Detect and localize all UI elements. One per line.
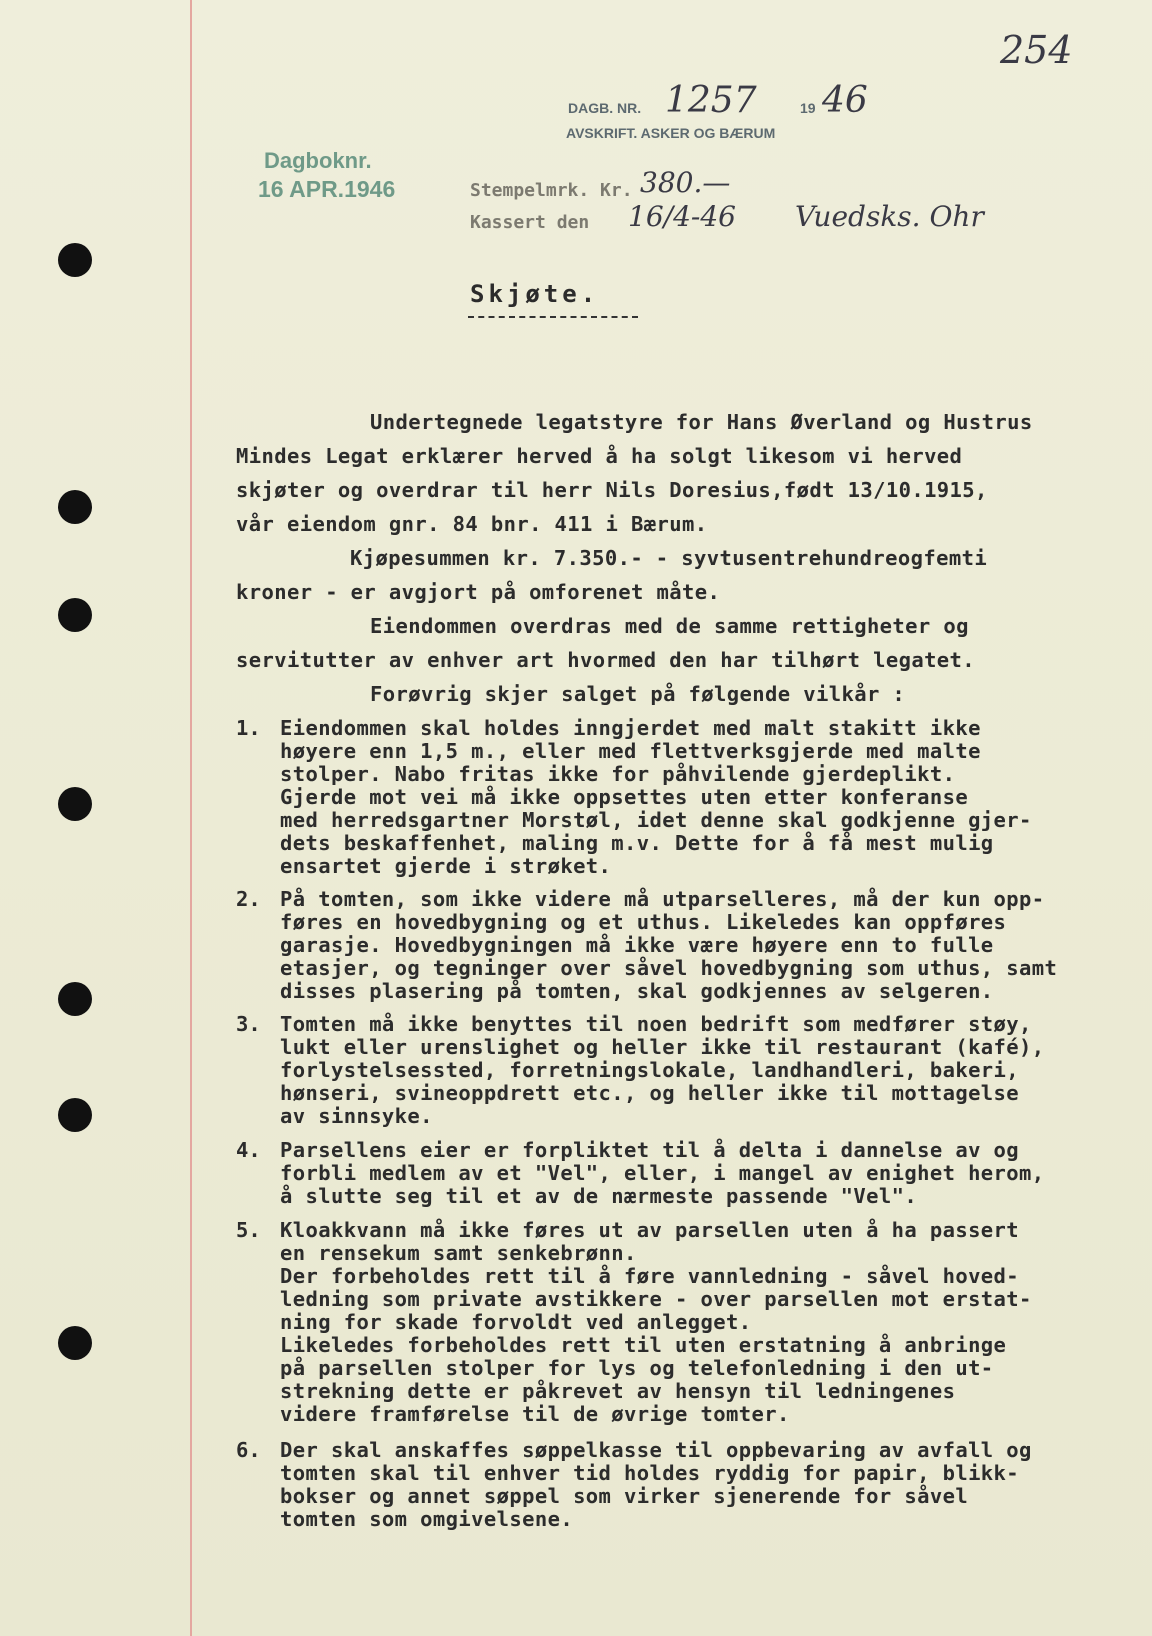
clause-line: ensartet gjerde i strøket. <box>280 854 612 878</box>
text-line: skjøter og overdrar til herr Nils Doresius,født 13/10.1915, <box>236 478 988 502</box>
stamp-dagb-year: 46 <box>822 80 868 121</box>
clause-line: På tomten, som ikke videre må utparselleres, må der kun opp- <box>280 887 1045 911</box>
clause-number: 6. <box>236 1438 261 1462</box>
clause-line: forbli medlem av et "Vel", eller, i mangel av enighet herom, <box>280 1161 1045 1185</box>
stempel-label: Stempelmrk. Kr. <box>470 180 633 201</box>
kassert-label: Kassert den <box>470 212 590 233</box>
clause-line: tomten som omgivelsene. <box>280 1507 574 1531</box>
clause-line: dets beskaffenhet, maling m.v. Dette for å få mest mulig <box>280 831 994 855</box>
clause-number: 3. <box>236 1012 261 1036</box>
clause-line: høyere enn 1,5 m., eller med flettverksgjerde med malte <box>280 739 981 763</box>
text-line: kroner - er avgjort på omforenet måte. <box>236 580 721 604</box>
clause-line: stolper. Nabo fritas ikke for påhvilende gjerdeplikt. <box>280 762 956 786</box>
text-line: Kjøpesummen kr. 7.350.- - syvtusentrehundreogfemti <box>350 546 988 570</box>
clause-line: etasjer, og tegninger over såvel hovedbygning som uthus, samt <box>280 956 1058 980</box>
text-line: Eiendommen overdras med de samme rettigheter og <box>370 614 969 638</box>
clause-line: lukt eller urenslighet og heller ikke til restaurant (kafé), <box>280 1035 1045 1059</box>
punch-hole <box>58 982 92 1016</box>
clause-line: videre framførelse til de øvrige tomter. <box>280 1402 790 1426</box>
document-title: Skjøte. <box>470 280 600 308</box>
text-line: servitutter av enhver art hvormed den har tilhørt legatet. <box>236 648 976 672</box>
clause-line: ning for skade forvoldt ved anlegget. <box>280 1310 752 1334</box>
clause-line: garasje. Hovedbygningen må ikke være høyere enn to fulle <box>280 933 994 957</box>
clause-line: Gjerde mot vei må ikke oppsettes uten etter konferanse <box>280 785 969 809</box>
stempel-value: 380.— <box>640 166 731 199</box>
dagbok-stamp-label: Dagboknr. <box>264 148 372 173</box>
text-line: Forøvrig skjer salget på følgende vilkår : <box>370 682 906 706</box>
clause-number: 1. <box>236 716 261 740</box>
clause-number: 5. <box>236 1218 261 1242</box>
stamp-dagb-label: DAGB. NR. <box>568 100 642 116</box>
clause-line: Der skal anskaffes søppelkasse til oppbevaring av avfall og <box>280 1438 1032 1462</box>
clause-line: føres en hovedbygning og et uthus. Likeledes kan oppføres <box>280 910 1007 934</box>
clause-line: Kloakkvann må ikke føres ut av parsellen uten å ha passert <box>280 1218 1020 1242</box>
stamp-dagb-suffix: 19 <box>800 100 816 116</box>
clause-line: en rensekum samt senkebrønn. <box>280 1241 637 1265</box>
clause-line: forlystelsessted, forretningslokale, landhandleri, bakeri, <box>280 1058 1020 1082</box>
title-underline <box>468 316 638 318</box>
dagbok-stamp-date: 16 APR.1946 <box>258 176 396 202</box>
clause-number: 4. <box>236 1138 261 1162</box>
punch-hole <box>58 1098 92 1132</box>
punch-hole <box>58 490 92 524</box>
kassert-signature: Vuedsks. Ohr <box>795 200 984 233</box>
stamp-dagb-number: 1257 <box>665 80 757 121</box>
clause-line: bokser og annet søppel som virker sjenerende for såvel <box>280 1484 969 1508</box>
kassert-value: 16/4-46 <box>628 200 736 233</box>
clause-line: Parsellens eier er forpliktet til å delta i dannelse av og <box>280 1138 1020 1162</box>
punch-hole <box>58 1326 92 1360</box>
clause-line: disses plasering på tomten, skal godkjennes av selgeren. <box>280 979 994 1003</box>
clause-line: av sinnsyke. <box>280 1104 433 1128</box>
clause-line: Eiendommen skal holdes inngjerdet med malt stakitt ikke <box>280 716 981 740</box>
clause-line: på parsellen stolper for lys og telefonledning i den ut- <box>280 1356 994 1380</box>
clause-line: hønseri, svineoppdrett etc., og heller ikke til mottagelse <box>280 1081 1020 1105</box>
clause-line: tomten skal til enhver tid holdes ryddig for papir, blikk- <box>280 1461 1020 1485</box>
clause-number: 2. <box>236 887 261 911</box>
clause-line: å slutte seg til et av de nærmeste passende "Vel". <box>280 1184 918 1208</box>
punch-hole <box>58 243 92 277</box>
clause-line: Tomten må ikke benyttes til noen bedrift som medfører støy, <box>280 1012 1032 1036</box>
margin-rule <box>190 0 192 1636</box>
punch-hole <box>58 787 92 821</box>
page-number: 254 <box>1000 28 1073 72</box>
clause-line: Likeledes forbeholdes rett til uten erstatning å anbringe <box>280 1333 1007 1357</box>
punch-hole <box>58 598 92 632</box>
clause-line: med herredsgartner Morstøl, idet denne skal godkjenne gjer- <box>280 808 1032 832</box>
clause-line: strekning dette er påkrevet av hensyn til ledningenes <box>280 1379 956 1403</box>
stamp-avskrift: AVSKRIFT. ASKER OG BÆRUM <box>566 125 776 141</box>
text-line: Mindes Legat erklærer herved å ha solgt likesom vi herved <box>236 444 963 468</box>
text-line: vår eiendom gnr. 84 bnr. 411 i Bærum. <box>236 512 708 536</box>
clause-line: ledning som private avstikkere - over parsellen mot erstat- <box>280 1287 1032 1311</box>
text-line: Undertegnede legatstyre for Hans Øverland og Hustrus <box>370 410 1033 434</box>
clause-line: Der forbeholdes rett til å føre vannledning - såvel hoved- <box>280 1264 1020 1288</box>
